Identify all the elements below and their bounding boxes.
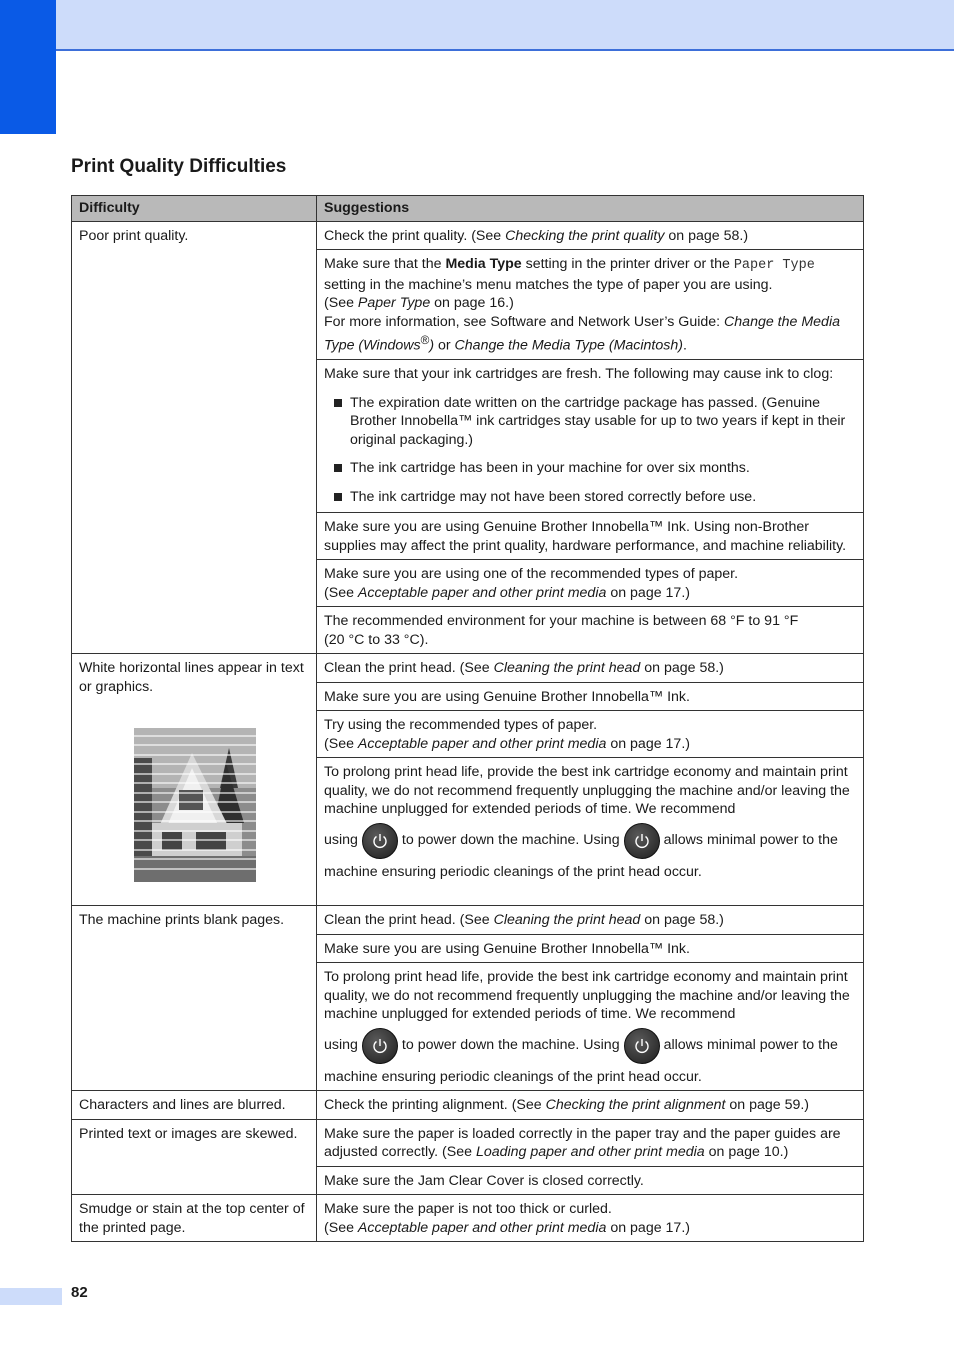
text: (See: [324, 735, 358, 752]
table-row: [72, 906, 864, 935]
table-row: [72, 654, 864, 683]
text: Make sure the paper is not too thick or curled.: [324, 1201, 612, 1218]
reference: ): [429, 337, 435, 354]
text: on page 17.): [606, 1219, 690, 1236]
text: Clean the print head. (See: [324, 660, 494, 677]
difficulty-cell: [72, 654, 317, 906]
suggestion-cell: Make sure you are using Genuine Brother Innobella™ Ink.: [317, 682, 864, 711]
text: The ink cartridge may not have been stored correctly before use.: [350, 488, 757, 505]
table-header-row: [72, 196, 864, 222]
suggestion-cell: [317, 1119, 864, 1166]
page-number-bar: [0, 1288, 62, 1305]
header-band: [0, 0, 954, 51]
text: (20 °C to 33 °C).: [324, 631, 429, 648]
registered-mark: ®: [420, 333, 430, 347]
text: on page 58.): [664, 227, 749, 244]
list-item: [324, 394, 857, 450]
text: using: [324, 832, 358, 849]
power-button-icon: [624, 1028, 660, 1064]
print-quality-table: [71, 195, 864, 1242]
text: Make sure the paper is loaded correctly in the paper tray and the paper guides are adjusted correctly. (See: [324, 1125, 841, 1161]
suggestion-cell: [317, 963, 864, 1091]
square-bullet-icon: [334, 493, 342, 501]
power-instruction-line: [324, 1028, 857, 1064]
text: Check the printing alignment. (See: [324, 1097, 546, 1114]
reference: Cleaning the print head: [493, 912, 641, 929]
text: The recommended environment for your machine is between 68 °F to 91 °F: [324, 613, 799, 630]
difficulty-cell: Smudge or stain at the top center of the printed page.: [72, 1195, 317, 1242]
menu-setting: Paper Type: [733, 258, 815, 273]
reference: Loading paper and other print media: [475, 1144, 705, 1161]
text: Make sure that your ink cartridges are fresh. The following may cause ink to clog:: [324, 366, 834, 383]
text: The expiration date written on the cartridge package has passed. (Genuine Brother Innobella™ ink cartridges stay usable for up to two years if kept in their original packaging.): [350, 394, 846, 448]
table-row: [72, 1091, 864, 1120]
power-button-icon: [362, 823, 398, 859]
text: Check the print quality. (See: [324, 227, 506, 244]
text: To prolong print head life, provide the best ink cartridge economy and maintain print quality, we do not recommend frequently unplugging the machine and/or leaving the machine unplugged for extended periods of time. We recommend: [324, 969, 850, 1023]
text: on page 16.): [430, 295, 514, 311]
suggestion-cell: [317, 607, 864, 654]
reference: Acceptable paper and other print media: [357, 584, 607, 601]
text: on page 59.): [725, 1097, 810, 1114]
text: allows minimal power to the: [663, 832, 838, 849]
list-item: [324, 488, 857, 507]
power-instruction-line: [324, 823, 857, 859]
difficulty-cell: Characters and lines are blurred.: [72, 1091, 317, 1120]
text: or: [434, 337, 455, 354]
difficulty-text: White horizontal lines appear in text or graphics.: [79, 660, 304, 695]
text: For more information, see Software and Network User’s Guide:: [324, 313, 725, 330]
text: Try using the recommended types of paper.: [324, 717, 598, 734]
text: on page 17.): [606, 735, 690, 752]
reference: Paper Type: [357, 295, 431, 311]
text: on page 58.): [640, 912, 724, 929]
text: using: [324, 1037, 358, 1054]
reference: Change the Media Type (Macintosh): [454, 337, 683, 354]
table-row: [72, 1195, 864, 1242]
text: to power down the machine. Using: [401, 832, 620, 849]
difficulty-cell: Printed text or images are skewed.: [72, 1119, 317, 1195]
text: To prolong print head life, provide the best ink cartridge economy and maintain print quality, we do not recommend frequently unplugging the machine and/or leaving the machine unplugged for extended periods of time. We recommend: [324, 764, 850, 818]
text: The ink cartridge has been in your machine for over six months.: [350, 460, 750, 477]
suggestion-cell: Make sure the Jam Clear Cover is closed correctly.: [317, 1166, 864, 1195]
difficulty-cell: The machine prints blank pages.: [72, 906, 317, 1091]
reference: Acceptable paper and other print media: [357, 1219, 607, 1236]
text: to power down the machine. Using: [401, 1037, 620, 1054]
square-bullet-icon: [334, 399, 342, 407]
bullet-list: [324, 394, 857, 507]
power-button-icon: [624, 823, 660, 859]
suggestion-cell: [317, 758, 864, 906]
text: machine ensuring periodic cleanings of the print head occur.: [324, 1068, 702, 1085]
text: on page 17.): [606, 584, 690, 601]
table-row: [72, 1119, 864, 1166]
text: (See: [324, 1219, 358, 1236]
setting-name: Media Type: [445, 256, 522, 272]
column-header-difficulty: Difficulty: [72, 196, 317, 222]
reference: Cleaning the print head: [493, 660, 641, 677]
text: setting in the machine’s menu matches the type of paper you are using.: [324, 276, 773, 293]
suggestion-cell: [317, 360, 864, 513]
text: Make sure you are using one of the recommended types of paper.: [324, 566, 739, 583]
suggestion-cell: [317, 560, 864, 607]
reference: Acceptable paper and other print media: [357, 735, 607, 752]
text: Make sure that the: [324, 256, 446, 272]
suggestion-cell: [317, 221, 864, 250]
text: (See: [324, 584, 358, 601]
reference: Checking the print alignment: [545, 1097, 726, 1114]
text: (See: [324, 295, 358, 311]
text: setting in the printer driver or the: [521, 256, 734, 272]
suggestion-cell: [317, 1195, 864, 1242]
text: machine ensuring periodic cleanings of the print head occur.: [324, 863, 702, 880]
reference: Change the Media Type (Windows: [324, 313, 840, 354]
square-bullet-icon: [334, 464, 342, 472]
suggestion-cell: [317, 1091, 864, 1120]
page-number: 82: [71, 1284, 88, 1301]
suggestion-cell: [317, 250, 864, 360]
text: Clean the print head. (See: [324, 912, 494, 929]
difficulty-cell: Poor print quality.: [72, 221, 317, 654]
table-row: [72, 221, 864, 250]
reference: Checking the print quality: [505, 227, 665, 244]
list-item: [324, 459, 857, 478]
page-title: Print Quality Difficulties: [71, 156, 287, 177]
text: on page 58.): [640, 660, 724, 677]
power-button-icon: [362, 1028, 398, 1064]
text: .: [682, 337, 687, 354]
text: on page 10.): [704, 1144, 789, 1161]
house-photo-with-white-lines: [134, 728, 256, 882]
suggestion-cell: Make sure you are using Genuine Brother Innobella™ Ink.: [317, 934, 864, 963]
chapter-tab: [0, 0, 56, 134]
suggestion-cell: Make sure you are using Genuine Brother Innobella™ Ink. Using non-Brother supplies may affect the print quality, hardware performance, and machine reliability.: [317, 513, 864, 560]
suggestion-cell: [317, 906, 864, 935]
column-header-suggestions: Suggestions: [317, 196, 864, 222]
suggestion-cell: [317, 654, 864, 683]
text: allows minimal power to the: [663, 1037, 838, 1054]
suggestion-cell: [317, 711, 864, 758]
